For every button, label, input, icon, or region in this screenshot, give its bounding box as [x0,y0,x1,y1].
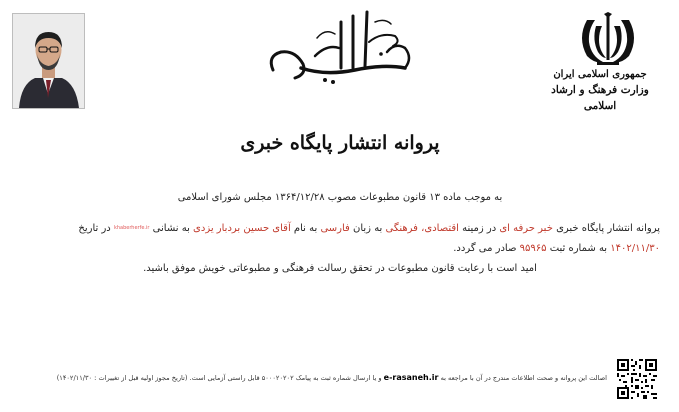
ministry-title: وزارت فرهنگ و ارشاد اسلامی [551,84,649,112]
license-text: به زبان [349,223,386,234]
license-line-2 [40,239,660,259]
portrait-photo [12,13,85,109]
closing-wish: امید است با رعایت قانون مطبوعات در تحقق رسالت فرهنگی و مطبوعاتی خویش موفق باشید. [143,263,537,274]
license-text: به نشانی [149,223,194,234]
basmala-calligraphy [255,8,423,88]
license-text: در زمینه [458,223,500,234]
registration-number: ۹۵۹۶۵ [519,243,547,254]
license-text: به شماره ثبت [546,243,611,254]
license-text: صادر می گردد. [453,243,520,254]
site-language: فارسی [320,223,350,234]
license-text: پروانه انتشار پایگاه خبری [552,223,660,234]
footer-text: اصالت این پروانه و صحت اطلاعات مندرج در آن با مراجعه به [438,374,607,382]
license-text: به نام [290,223,321,234]
verification-site-link[interactable]: e-rasaneh.ir [383,373,439,382]
ministry-name [540,68,660,114]
country-name: جمهوری اسلامی ایران [553,69,647,80]
iran-emblem [577,12,639,68]
document-title: پروانه انتشار پایگاه خبری [240,132,440,154]
issue-date: ۱۴۰۲/۱۱/۳۰ [610,243,660,254]
site-name: خبر حرفه ای [499,223,553,234]
owner-name: آقای حسین بردبار یزدی [193,223,291,234]
qr-code-icon [617,359,657,399]
iran-emblem-icon [577,12,639,68]
basmala-calligraphy-icon [255,8,423,88]
law-reference: به موجب ماده ۱۳ قانون مطبوعات مصوب ۱۳۶۴/۱۲/۲۸ مجلس شورای اسلامی [177,192,503,203]
site-field: اقتصادی، فرهنگی [385,223,459,234]
license-text: در تاریخ [78,223,114,234]
verification-footer [56,373,607,382]
qr-code[interactable] [617,359,657,399]
person-photo-icon [13,14,84,108]
site-address: khaberherfe.ir [113,225,150,231]
footer-text: و یا ارسال شماره ثبت به پیامک ۵۰۰۰۲۰۲۰۲ قابل راستی آزمایی است. [189,374,384,382]
license-line-1 [40,218,660,239]
initial-license-date: (تاریخ مجوز اولیه قبل از تغییرات : ۱۴۰۲/۱۱/۳۰) [56,374,190,382]
